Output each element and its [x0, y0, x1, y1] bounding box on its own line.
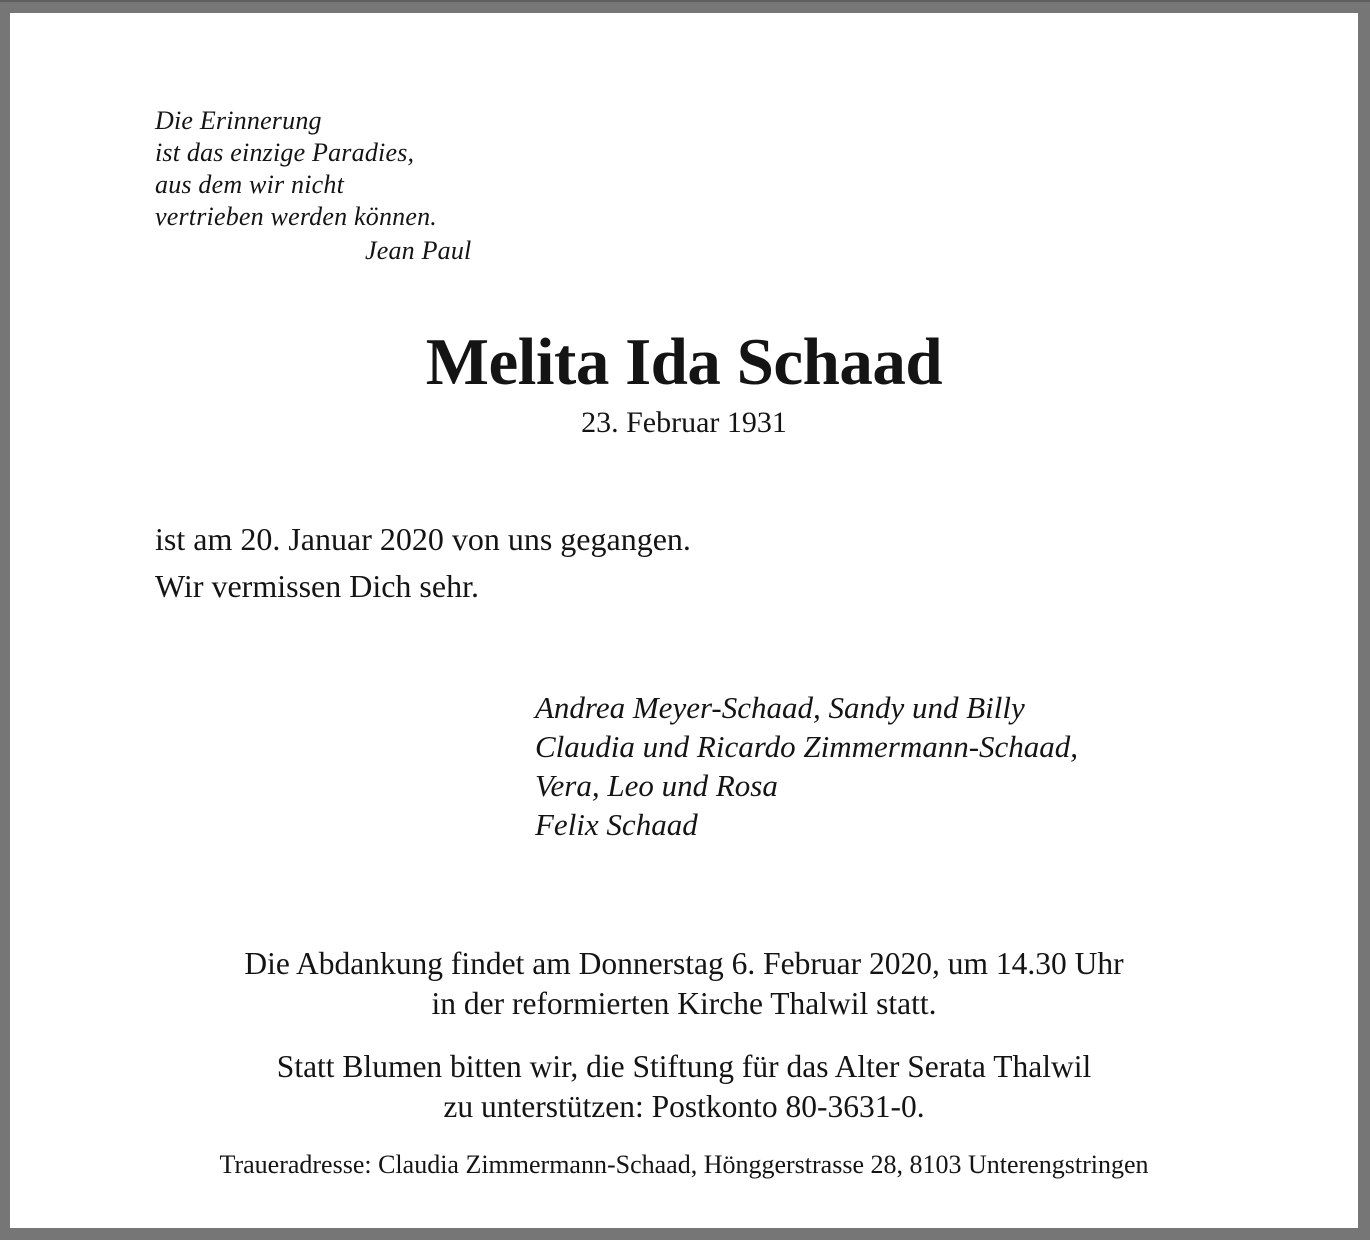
- funeral-service-info: [10, 944, 1358, 1024]
- quote-line: Die Erinnerung: [155, 106, 322, 135]
- mourning-address: Traueradresse: Claudia Zimmermann-Schaad, Hönggerstrasse 28, 8103 Unterengstringen: [219, 1150, 1149, 1179]
- obituary-page: [10, 13, 1358, 1228]
- service-line: in der reformierten Kirche Thalwil statt.: [431, 986, 937, 1021]
- memorial-quote: [155, 105, 1358, 267]
- announcement-line: Wir vermissen Dich sehr.: [155, 568, 479, 604]
- birth-date: 23. Februar 1931: [581, 406, 787, 439]
- family-signatories: [535, 688, 1358, 844]
- family-line: Claudia und Ricardo Zimmermann-Schaad,: [535, 729, 1079, 764]
- deceased-name: Melita Ida Schaad: [425, 325, 943, 399]
- donation-line: zu unterstützen: Postkonto 80-3631-0.: [443, 1089, 925, 1124]
- service-line: Die Abdankung findet am Donnerstag 6. Februar 2020, um 14.30 Uhr: [244, 946, 1124, 981]
- quote-attribution: Jean Paul: [365, 236, 472, 265]
- quote-line: aus dem wir nicht: [155, 170, 345, 199]
- quote-line: vertrieben werden können.: [155, 202, 437, 231]
- family-line: Vera, Leo und Rosa: [535, 768, 778, 803]
- donation-info: [10, 1047, 1358, 1127]
- family-line: Felix Schaad: [535, 807, 698, 842]
- announcement-line: ist am 20. Januar 2020 von uns gegangen.: [155, 521, 691, 557]
- quote-line: ist das einzige Paradies,: [155, 138, 415, 167]
- donation-line: Statt Blumen bitten wir, die Stiftung für das Alter Serata Thalwil: [276, 1049, 1092, 1084]
- death-announcement: [155, 516, 1358, 610]
- family-line: Andrea Meyer-Schaad, Sandy und Billy: [535, 690, 1025, 725]
